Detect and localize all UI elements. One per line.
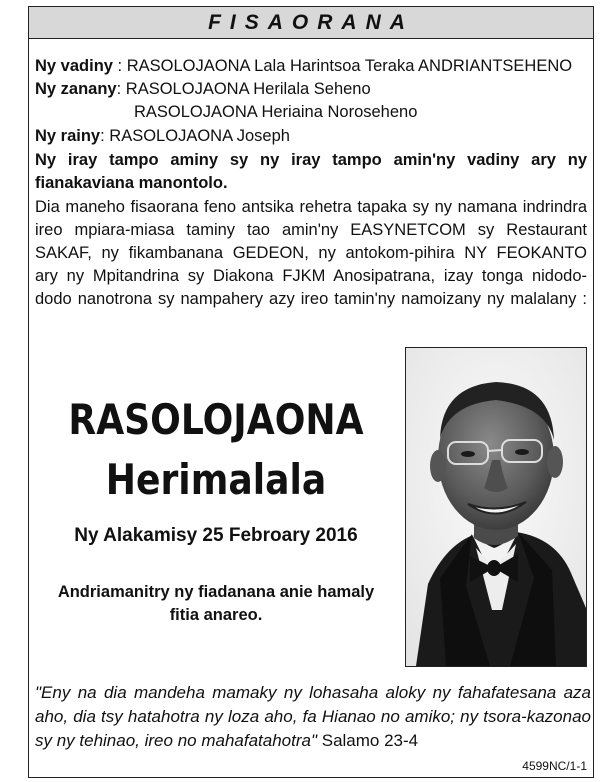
quote-line-1: "Eny na dia mandeha mamaky ny lohasaha aloky ny fahafatesana aza <box>35 683 591 702</box>
notice-frame <box>28 6 594 778</box>
portrait-image <box>406 348 586 666</box>
thanks-line-3: SAKAF, ny fikambanana GEDEON, ny antokom-pihira NY FEOKANTO <box>35 244 587 262</box>
quote-line-3 <box>35 729 591 753</box>
blessing <box>29 581 403 627</box>
children-label: Ny zanany <box>35 80 117 98</box>
wife-line: Ny vadiny : RASOLOJAONA Lala Harintsoa Teraka ANDRIANTSEHENO <box>35 57 573 75</box>
children-line: Ny zanany: RASOLOJAONA Herilala Seheno <box>35 80 371 98</box>
wife-name: RASOLOJAONA Lala Harintsoa Teraka ANDRIANTSEHENO <box>126 57 573 75</box>
portrait-photo <box>405 347 587 667</box>
thanks-line-5: dodo nanotrona sy nampahery azy ireo tamin'ny namoizany ny malalany : <box>35 290 587 308</box>
ad-code: 4599NC/1-1 <box>522 759 587 773</box>
quote-line-2: aho, dia tsy hatahotra ny loza aho, fa Hianao no amiko; ny tsora-kazonao <box>35 707 591 726</box>
notice-title: FISAORANA <box>29 7 593 39</box>
quote-text-3: sy ny tehinao, ireo no mahafatahotra" <box>35 731 317 750</box>
deceased-firstname: Herimalala <box>105 455 327 504</box>
intro-line-2: fianakaviana manontolo. <box>35 174 228 192</box>
thanks-line-2: ireo mpiara-miasa taminy tao amin'ny EASYNETCOM sy Restaurant <box>35 221 587 239</box>
blessing-line-2: fitia anareo. <box>169 606 263 624</box>
deceased-surname: RASOLOJAONA <box>68 395 364 444</box>
death-date: Ny Alakamisy 25 Febroary 2016 <box>74 525 358 546</box>
intro-line-1: Ny iray tampo aminy sy ny iray tampo amin'ny vadiny ary ny <box>35 151 587 169</box>
quote-reference: Salamo 23-4 <box>321 731 419 750</box>
child-name-2: RASOLOJAONA Heriaina Noroseheno <box>134 103 418 121</box>
thanks-line-1: Dia maneho fisaorana feno antsika rehetra tapaka sy ny namana indrindra <box>35 198 587 216</box>
father-label: Ny rainy <box>35 127 101 145</box>
father-line: Ny rainy: RASOLOJAONA Joseph <box>35 127 290 145</box>
blessing-line-1: Andriamanitry ny fiadanana anie hamaly <box>57 583 375 601</box>
thanks-line-4: ary ny Mpitandrina sy Diakona FJKM Anosipatrana, izay tonga nidodo- <box>35 267 587 285</box>
wife-label: Ny vadiny <box>35 57 113 75</box>
child-name-1: RASOLOJAONA Herilala Seheno <box>125 80 371 98</box>
father-name: RASOLOJAONA Joseph <box>109 127 290 145</box>
